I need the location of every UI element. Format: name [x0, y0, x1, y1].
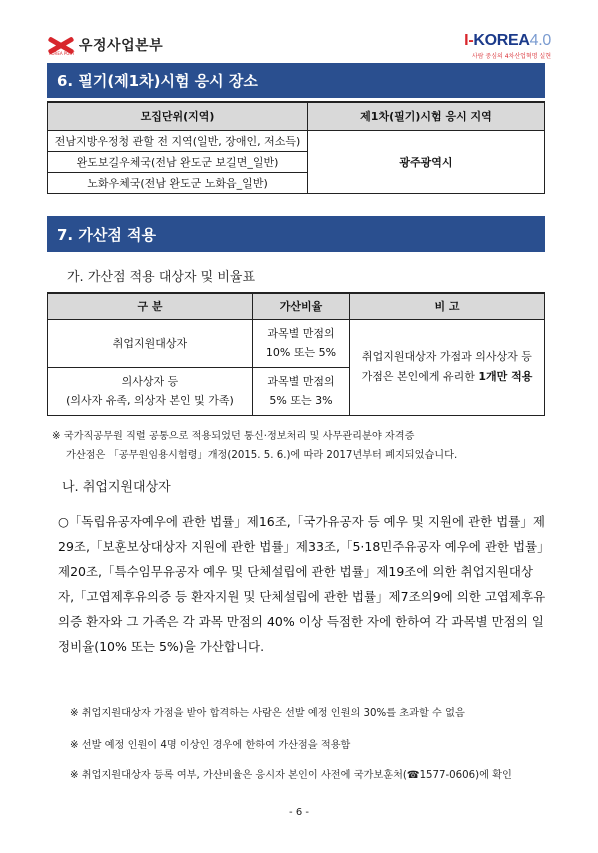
section-6-title-bar [47, 63, 545, 98]
korea-post-logo [47, 34, 163, 56]
org-name: 우정사업본부 [79, 38, 164, 54]
table-cell-ratio: 과목별 만점의 5% 또는 3% [253, 367, 350, 415]
table-header: 구 분 [48, 293, 253, 319]
table-cell-region: 완도보길우체국(전남 완도군 보길면_일반) [48, 151, 308, 172]
table-cell-category: 취업지원대상자 [48, 319, 253, 367]
table-cell-region: 전남지방우정청 관할 전 지역(일반, 장애인, 저소득) [48, 130, 308, 151]
subheading-b: 나. 취업지원대상자 [62, 480, 171, 495]
table-cell-category: 의사상자 등 (의사자 유족, 의상자 본인 및 가족) [48, 367, 253, 415]
section-6-title: 6. 필기(제1차)시험 응시 장소 [57, 72, 258, 90]
table-header: 가산비율 [253, 293, 350, 319]
table-cell-remark: 취업지원대상자 가점과 의사상자 등 가점은 본인에게 유리한 1개만 적용 [350, 319, 545, 415]
brand-tagline: 사람 중심의 4차산업혁명 실현 [471, 53, 551, 60]
table-cell-location: 광주광역시 [308, 130, 545, 193]
page-number: - 6 - [289, 807, 309, 818]
eligibility-paragraph: ○「독립유공자예우에 관한 법률」제16조,「국가유공자 등 예우 및 지원에 관한 법률」제29조,「보훈보상대상자 지원에 관한 법률」제33조,「5·18민주유공자 예우에 관한 법률」제20조,「특수임무유공자 예우 및 단체설립에 관한 법률」제19조에 의한 취업지원대상자,「고엽제후유의증 등 환자지원 및 단체설립에 관한 법률」제7조의9에 의한 고엽제후유의증 환자와 그 가족은 각 과목 만점의 40% 이상 득점한 자에 한하여 각 과목별 만점의 일정비율(10% 또는 5%)을 가산합니다. [58, 514, 546, 654]
bonus-points-table [47, 292, 545, 416]
note-certificate: ※ 국가직공무원 직렬 공통으로 적용되었던 통신·정보처리 및 사무관리분야 자격증 가산점은 「공무원임용시험령」개정(2015. 5. 6.)에 따라 2017년부터 폐지되었습니다. [52, 431, 458, 461]
table-header: 모집단위(지역) [48, 102, 308, 130]
table-header: 제1차(필기)시험 응시 지역 [308, 102, 545, 130]
i-korea-logo: I-KOREA4.0 사람 중심의 4차산업혁명 실현 [464, 32, 551, 60]
section-7-title-bar [47, 216, 545, 252]
note-min-headcount: ※ 선발 예정 인원이 4명 이상인 경우에 한하여 가산점을 적용함 [70, 740, 351, 751]
exam-location-table [47, 101, 545, 194]
section-7-title: 7. 가산점 적용 [57, 225, 157, 244]
note-cap: ※ 취업지원대상자 가점을 받아 합격하는 사람은 선발 예정 인원의 30%를 초과할 수 없음 [70, 708, 465, 719]
table-cell-ratio: 과목별 만점의 10% 또는 5% [253, 319, 350, 367]
note-verify: ※ 취업지원대상자 등록 여부, 가산비율은 응시자 본인이 사전에 국가보훈처(☎1577-0606)에 확인 [70, 770, 512, 781]
table-cell-region: 노화우체국(전남 완도군 노화읍_일반) [48, 172, 308, 193]
page-header [0, 0, 598, 60]
subheading-a: 가. 가산점 적용 대상자 및 비율표 [67, 270, 256, 285]
korea-post-emblem-icon: KOREA POST [47, 34, 75, 56]
table-header: 비 고 [350, 293, 545, 319]
